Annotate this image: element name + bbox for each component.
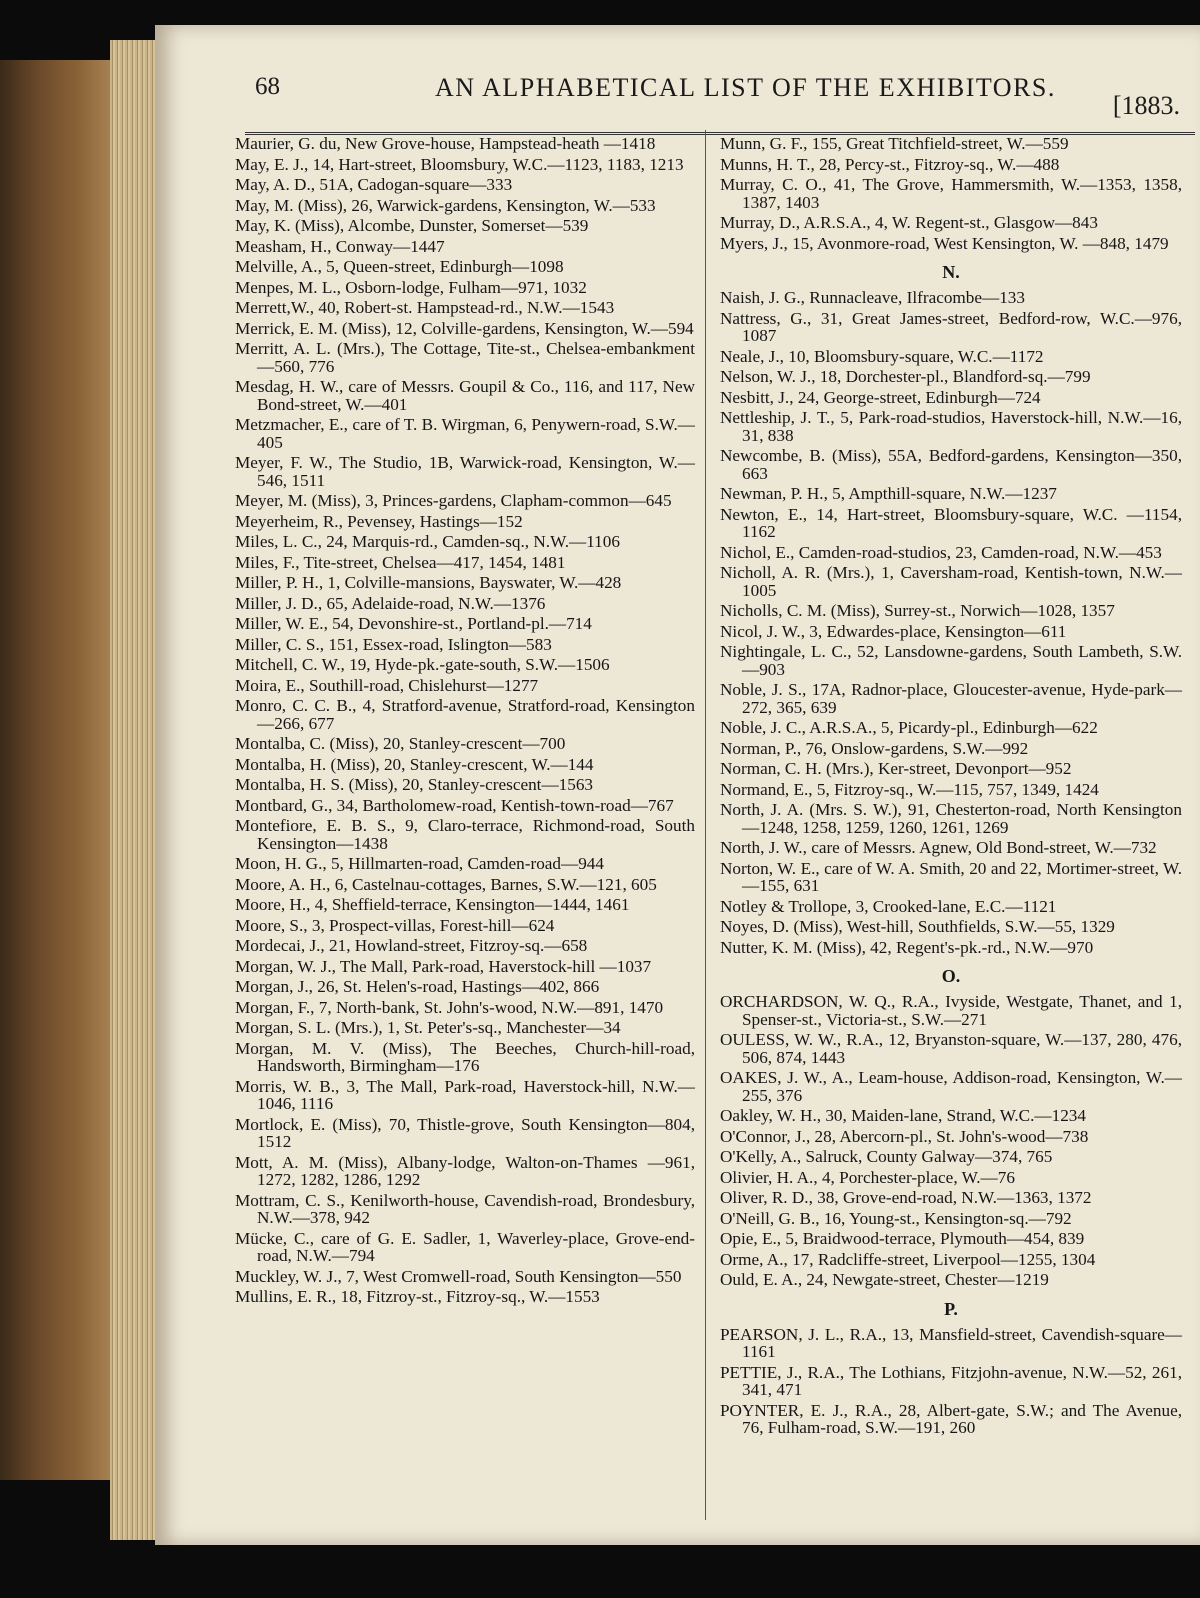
exhibitor-entry: Mullins, E. R., 18, Fitzroy-st., Fitzroy-sq., W.—1553: [235, 1287, 600, 1306]
year-label: [1883.: [1112, 91, 1180, 120]
exhibitor-entry: Ould, E. A., 24, Newgate-street, Chester—1219: [720, 1270, 1049, 1289]
exhibitor-entry: Mordecai, J., 21, Howland-street, Fitzroy-sq.—658: [235, 936, 588, 955]
exhibitor-entry: Morgan, M. V. (Miss), The Beeches, Church-hill-road, Handsworth, Birmingham—176: [235, 1038, 695, 1075]
exhibitor-entry: Measham, H., Conway—1447: [235, 236, 445, 256]
section-letter-o: O.: [941, 966, 961, 986]
exhibitor-entry: Mottram, C. S., Kenilworth-house, Cavendish-road, Brondesbury, N.W.—378, 942: [235, 1190, 695, 1227]
exhibitor-entry: May, A. D., 51A, Cadogan-square—333: [235, 175, 513, 194]
exhibitor-entry: North, J. A. (Mrs. S. W.), 91, Chesterton-road, North Kensington—1248, 1258, 1259, 1260, 1261, 1269: [720, 800, 1182, 837]
section-m: [720, 135, 1182, 252]
exhibitor-entry: Montbard, G., 34, Bartholomew-road, Kentish-town-road—767: [235, 795, 674, 815]
exhibitor-entry: Mortlock, E. (Miss), 70, Thistle-grove, South Kensington—804, 1512: [235, 1114, 695, 1151]
exhibitor-entry: Moon, H. G., 5, Hillmarten-road, Camden-road—944: [235, 854, 604, 873]
exhibitor-entry: Nicholl, A. R. (Mrs.), 1, Caversham-road, Kentish-town, N.W.—1005: [720, 563, 1182, 600]
exhibitor-entry: PEARSON, J. L., R.A., 13, Mansfield-street, Cavendish-square—1161: [720, 1324, 1182, 1361]
column-divider: [705, 130, 706, 1520]
exhibitor-entry: Montefiore, E. B. S., 9, Claro-terrace, Richmond-road, South Kensington—1438: [235, 816, 695, 853]
exhibitor-entry: O'Connor, J., 28, Abercorn-pl., St. John's-wood—738: [720, 1126, 1089, 1146]
exhibitor-entry: POYNTER, E. J., R.A., 28, Albert-gate, S.W.; and The Avenue, 76, Fulham-road, S.W.—191, 260: [720, 1400, 1182, 1437]
exhibitor-entry: Mücke, C., care of G. E. Sadler, 1, Waverley-place, Grove-end-road, N.W.—794: [235, 1228, 695, 1265]
exhibitor-entry: Montalba, H. S. (Miss), 20, Stanley-crescent—1563: [235, 775, 594, 794]
exhibitor-entry: Montalba, C. (Miss), 20, Stanley-crescent—700: [235, 734, 566, 753]
exhibitor-entry: Nichol, E., Camden-road-studios, 23, Camden-road, N.W.—453: [720, 542, 1162, 562]
page-header: [255, 73, 1180, 123]
exhibitor-entry: PETTIE, J., R.A., The Lothians, Fitzjohn-avenue, N.W.—52, 261, 341, 471: [720, 1362, 1182, 1399]
exhibitor-entry: Menpes, M. L., Osborn-lodge, Fulham—971, 1032: [235, 277, 587, 297]
exhibitor-entry: Miller, P. H., 1, Colville-mansions, Bayswater, W.—428: [235, 573, 622, 592]
exhibitor-entry: Neale, J., 10, Bloomsbury-square, W.C.—1172: [720, 346, 1044, 366]
exhibitor-entry: Miller, W. E., 54, Devonshire-st., Portland-pl.—714: [235, 614, 592, 633]
exhibitor-entry: Mesdag, H. W., care of Messrs. Goupil & Co., 116, and 117, New Bond-street, W.—401: [235, 377, 695, 414]
exhibitor-entry: Merrett,W., 40, Robert-st. Hampstead-rd., N.W.—1543: [235, 298, 615, 317]
exhibitor-entry: Miller, C. S., 151, Essex-road, Islington—583: [235, 634, 552, 654]
exhibitor-entry: Norton, W. E., care of W. A. Smith, 20 and 22, Mortimer-street, W.—155, 631: [720, 858, 1182, 895]
exhibitor-entry: Opie, E., 5, Braidwood-terrace, Plymouth—454, 839: [720, 1229, 1085, 1248]
exhibitor-entry: Noble, J. C., A.R.S.A., 5, Picardy-pl., Edinburgh—622: [720, 718, 1098, 737]
exhibitor-entry: Monro, C. C. B., 4, Stratford-avenue, Stratford-road, Kensington—266, 677: [235, 696, 695, 733]
exhibitor-entry: Newton, E., 14, Hart-street, Bloomsbury-square, W.C. —1154, 1162: [720, 504, 1182, 541]
exhibitor-entry: Muckley, W. J., 7, West Cromwell-road, South Kensington—550: [235, 1266, 682, 1286]
exhibitor-entry: May, K. (Miss), Alcombe, Dunster, Somerset—539: [235, 216, 589, 235]
section-p: [720, 1326, 1182, 1437]
exhibitor-entry: Merrick, E. M. (Miss), 12, Colville-gardens, Kensington, W.—594: [235, 318, 694, 338]
exhibitor-entry: Nattress, G., 31, Great James-street, Bedford-row, W.C.—976, 1087: [720, 308, 1182, 345]
exhibitor-entry: Murray, C. O., 41, The Grove, Hammersmith, W.—1353, 1358, 1387, 1403: [720, 175, 1182, 212]
exhibitor-entry: Meyer, F. W., The Studio, 1B, Warwick-road, Kensington, W.—546, 1511: [235, 453, 695, 490]
exhibitor-entry: Morgan, W. J., The Mall, Park-road, Haverstock-hill —1037: [235, 956, 652, 976]
exhibitor-entry: Moore, H., 4, Sheffield-terrace, Kensington—1444, 1461: [235, 895, 630, 914]
exhibitor-entry: Naish, J. G., Runnacleave, Ilfracombe—133: [720, 288, 1025, 307]
exhibitor-entry: Montalba, H. (Miss), 20, Stanley-crescent, W.—144: [235, 754, 594, 774]
exhibitor-entry: Nesbitt, J., 24, George-street, Edinburgh—724: [720, 387, 1041, 407]
exhibitor-entry: O'Neill, G. B., 16, Young-st., Kensington-sq.—792: [720, 1208, 1072, 1228]
book-page: [155, 25, 1200, 1545]
exhibitor-entry: Miles, L. C., 24, Marquis-rd., Camden-sq., N.W.—1106: [235, 532, 620, 551]
exhibitor-entry: O'Kelly, A., Salruck, County Galway—374, 765: [720, 1147, 1053, 1166]
exhibitor-entry: Moore, S., 3, Prospect-villas, Forest-hill—624: [235, 915, 555, 935]
exhibitor-entry: Maurier, G. du, New Grove-house, Hampstead-heath —1418: [235, 134, 656, 153]
exhibitor-entry: Miller, J. D., 65, Adelaide-road, N.W.—1376: [235, 593, 546, 613]
exhibitor-entry: Munns, H. T., 28, Percy-st., Fitzroy-sq., W.—488: [720, 154, 1060, 174]
exhibitor-entry: Morgan, S. L. (Mrs.), 1, St. Peter's-sq., Manchester—34: [235, 1018, 621, 1037]
section-letter-n: N.: [942, 262, 960, 282]
exhibitor-entry: Metzmacher, E., care of T. B. Wirgman, 6, Penywern-road, S.W.—405: [235, 415, 695, 452]
exhibitor-entry: Miles, F., Tite-street, Chelsea—417, 1454, 1481: [235, 552, 566, 572]
exhibitor-entry: OULESS, W. W., R.A., 12, Bryanston-square, W.—137, 280, 476, 506, 874, 1443: [720, 1030, 1182, 1067]
exhibitor-entry: Melville, A., 5, Queen-street, Edinburgh—1098: [235, 257, 564, 276]
exhibitor-entry: Newcombe, B. (Miss), 55A, Bedford-gardens, Kensington—350, 663: [720, 446, 1182, 483]
exhibitor-entry: Morgan, J., 26, St. Helen's-road, Hastings—402, 866: [235, 977, 600, 996]
page-title: AN ALPHABETICAL LIST OF THE EXHIBITORS.: [435, 73, 1056, 102]
exhibitor-entry: Moore, A. H., 6, Castelnau-cottages, Barnes, S.W.—121, 605: [235, 874, 657, 894]
exhibitor-entry: Nicol, J. W., 3, Edwardes-place, Kensington—611: [720, 621, 1067, 641]
exhibitor-entry: May, E. J., 14, Hart-street, Bloomsbury, W.C.—1123, 1183, 1213: [235, 154, 684, 174]
exhibitor-entry: ORCHARDSON, W. Q., R.A., Ivyside, Westgate, Thanet, and 1, Spenser-st., Victoria-st., S.W.—271: [720, 992, 1182, 1029]
exhibitor-entry: Nicholls, C. M. (Miss), Surrey-st., Norwich—1028, 1357: [720, 601, 1115, 620]
exhibitor-entry: OAKES, J. W., A., Leam-house, Addison-road, Kensington, W.—255, 376: [720, 1068, 1182, 1105]
exhibitor-entry: Nelson, W. J., 18, Dorchester-pl., Blandford-sq.—799: [720, 367, 1091, 386]
left-column: [235, 135, 695, 1309]
section-letter-p: P.: [944, 1298, 958, 1319]
exhibitor-entry: May, M. (Miss), 26, Warwick-gardens, Kensington, W.—533: [235, 195, 656, 215]
exhibitor-entry: Munn, G. F., 155, Great Titchfield-street, W.—559: [720, 134, 1069, 153]
exhibitor-entry: Myers, J., 15, Avonmore-road, West Kensington, W. —848, 1479: [720, 233, 1169, 253]
exhibitor-entry: Nettleship, J. T., 5, Park-road-studios, Haverstock-hill, N.W.—16, 31, 838: [720, 408, 1182, 445]
page-number: 68: [255, 73, 280, 100]
exhibitor-entry: Mott, A. M. (Miss), Albany-lodge, Walton-on-Thames —961, 1272, 1282, 1286, 1292: [235, 1152, 695, 1189]
exhibitor-entry: Noyes, D. (Miss), West-hill, Southfields, S.W.—55, 1329: [720, 917, 1115, 936]
exhibitor-entry: North, J. W., care of Messrs. Agnew, Old Bond-street, W.—732: [720, 838, 1157, 857]
exhibitor-entry: Norman, P., 76, Onslow-gardens, S.W.—992: [720, 738, 1029, 758]
exhibitor-entry: Morris, W. B., 3, The Mall, Park-road, Haverstock-hill, N.W.—1046, 1116: [235, 1076, 695, 1113]
exhibitor-entry: Oakley, W. H., 30, Maiden-lane, Strand, W.C.—1234: [720, 1106, 1086, 1125]
exhibitor-entry: Notley & Trollope, 3, Crooked-lane, E.C.—1121: [720, 896, 1057, 916]
exhibitor-entry: Newman, P. H., 5, Ampthill-square, N.W.—1237: [720, 484, 1057, 503]
exhibitor-entry: Merritt, A. L. (Mrs.), The Cottage, Tite-st., Chelsea-embankment—560, 776: [235, 339, 695, 376]
exhibitor-entry: Normand, E., 5, Fitzroy-sq., W.—115, 757, 1349, 1424: [720, 779, 1099, 799]
exhibitor-entry: Norman, C. H. (Mrs.), Ker-street, Devonport—952: [720, 759, 1072, 778]
exhibitor-entry: Orme, A., 17, Radcliffe-street, Liverpool—1255, 1304: [720, 1249, 1096, 1269]
exhibitor-entry: Meyerheim, R., Pevensey, Hastings—152: [235, 511, 523, 531]
section-o: [720, 993, 1182, 1289]
exhibitor-entry: Nightingale, L. C., 52, Lansdowne-gardens, South Lambeth, S.W.—903: [720, 642, 1182, 679]
exhibitor-entry: Noble, J. S., 17A, Radnor-place, Gloucester-avenue, Hyde-park—272, 365, 639: [720, 680, 1182, 717]
right-column: [720, 135, 1182, 1440]
exhibitor-entry: Oliver, R. D., 38, Grove-end-road, N.W.—1363, 1372: [720, 1188, 1092, 1207]
exhibitor-entry: Morgan, F., 7, North-bank, St. John's-wood, N.W.—891, 1470: [235, 997, 664, 1017]
exhibitor-entry: Moira, E., Southill-road, Chislehurst—1277: [235, 675, 539, 695]
exhibitor-entry: Murray, D., A.R.S.A., 4, W. Regent-st., Glasgow—843: [720, 213, 1098, 232]
exhibitor-entry: Nutter, K. M. (Miss), 42, Regent's-pk.-rd., N.W.—970: [720, 937, 1094, 957]
exhibitor-entry: Olivier, H. A., 4, Porchester-place, W.—76: [720, 1167, 1015, 1187]
exhibitor-entry: Meyer, M. (Miss), 3, Princes-gardens, Clapham-common—645: [235, 491, 672, 510]
exhibitor-entry: Mitchell, C. W., 19, Hyde-pk.-gate-south, S.W.—1506: [235, 655, 610, 674]
section-n: [720, 289, 1182, 956]
